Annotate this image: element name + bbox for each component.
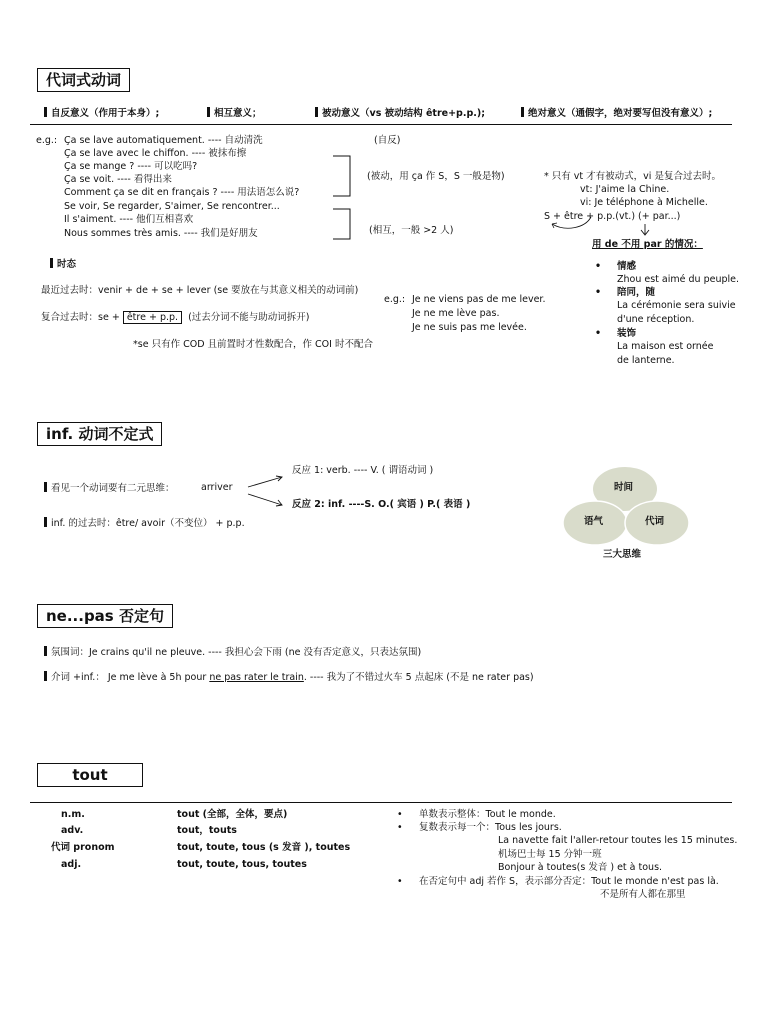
venn-label-time: 时间 — [614, 482, 634, 493]
eg-label: e.g.: — [384, 294, 406, 305]
eg-label: e.g.: — [36, 135, 58, 146]
atmosphere-word-line: 氛围词：Je crains qu'il ne pleuve. ---- 我担心会下雨 (ne 没有否定意义，只表达氛围) — [44, 646, 421, 659]
example-line: Je ne suis pas me levée. — [412, 322, 527, 333]
tout-pos: n.m. — [61, 809, 85, 820]
three-thinking-venn — [560, 466, 692, 550]
tout-usage-example: Bonjour à toutes(s 发音 ) et à tous. — [498, 862, 663, 873]
category-reciprocal: 相互意义； — [207, 107, 262, 120]
case-text: La cérémonie sera suivie — [617, 300, 736, 311]
venn-caption: 三大思维 — [603, 549, 642, 560]
de-not-par-title: 用 de 不用 par 的情况： — [592, 239, 703, 250]
note-reflexive: (自反) — [374, 135, 401, 146]
reaction-1: 反应 1: verb. ---- V. ( 谓语动词 ) — [292, 465, 434, 476]
case-text: d'une réception. — [617, 314, 695, 325]
example-line: Nous sommes très amis. ---- 我们是好朋友 — [64, 228, 258, 239]
tout-usage-example: La navette fait l'aller-retour toutes les 15 minutes. — [498, 835, 738, 846]
preposition-inf-line: 介词 +inf.： Je me lève à 5h pour ne pas rater le train. ---- 我为了不错过火车 5 点起床 (不是 ne rater pas) — [44, 671, 534, 684]
section-title-tout: tout — [37, 763, 143, 787]
agreement-note: *se 只有作 COD 且前置时才性数配合，作 COI 时不配合 — [133, 339, 373, 350]
case-text: de lanterne. — [617, 355, 675, 366]
side-note: * 只有 vt 才有被动式，vi 是复合过去时。 — [544, 171, 721, 182]
example-line: Je ne viens pas de me lever. — [412, 294, 546, 305]
category-absolute: 绝对意义（通假字，绝对要写但没有意义）; — [521, 107, 712, 120]
example-line: Il s'aiment. ---- 他们互相喜欢 — [64, 214, 194, 225]
example-line: Ça se voit. ---- 看得出来 — [64, 174, 172, 185]
example-line: Se voir, Se regarder, S'aimer, Se rencontrer... — [64, 201, 280, 212]
section-title-negation: ne...pas 否定句 — [37, 604, 173, 628]
tout-pos: adv. — [61, 825, 84, 836]
section-title-infinitive: inf. 动词不定式 — [37, 422, 162, 446]
passive-formula: S + être + p.p.(vt.) (+ par...) — [544, 211, 681, 222]
side-example-vt: vt: J'aime la Chine. — [580, 184, 670, 195]
example-line: Comment ça se dit en français ? ---- 用法语怎么说? — [64, 187, 300, 198]
etre-pp-box: être + p.p. — [123, 311, 182, 324]
case-head: • 陪同，随 — [617, 287, 655, 299]
example-line: Ça se mange ? ---- 可以吃吗? — [64, 161, 198, 172]
arriver-word: arriver — [201, 482, 233, 493]
tout-pos: adj. — [61, 859, 82, 870]
tout-usage: • 单数表示整体：Tout le monde. — [419, 809, 556, 821]
section-divider — [30, 802, 732, 803]
tout-usage: • 复数表示每一个：Tous les jours. — [419, 822, 562, 834]
tout-forms: tout，touts — [177, 825, 237, 836]
example-line: Ça se lave automatiquement. ---- 自动清洗 — [64, 135, 263, 146]
tout-usage-example: 不是所有人都在那里 — [600, 889, 686, 900]
tout-usage-example: 机场巴士每 15 分钟一班 — [498, 849, 602, 860]
compound-past-rule: 复合过去时：se + être + p.p. (过去分词不能与助动词拆开) — [41, 312, 310, 323]
example-line: Ça se lave avec le chiffon. ---- 被抹布擦 — [64, 148, 247, 159]
binary-thinking-line: 看见一个动词要有二元思维： — [44, 482, 175, 495]
category-reflexive: 自反意义（作用于本身）; — [44, 107, 159, 120]
inf-past-line: inf. 的过去时：être/ avoir（不变位） + p.p. — [44, 517, 245, 530]
tout-pos: 代词 pronom — [51, 842, 115, 853]
example-line: Je ne me lève pas. — [412, 308, 500, 319]
venn-label-pronoun: 代词 — [645, 516, 665, 527]
tout-usage: • 在否定句中 adj 若作 S，表示部分否定：Tout le monde n'est pas là. — [419, 876, 719, 888]
case-text: Zhou est aimé du peuple. — [617, 274, 740, 285]
tout-forms: tout, toute, tous, toutes — [177, 859, 307, 870]
section-title-pronominal-verbs: 代词式动词 — [37, 68, 130, 92]
reaction-2: 反应 2: inf. ----S. O.( 宾语 ) P.( 表语 ) — [292, 499, 471, 510]
side-example-vi: vi: Je téléphone à Michelle. — [580, 197, 708, 208]
tout-forms: tout (全部，全体，要点) — [177, 809, 288, 820]
case-head: • 情感 — [617, 261, 636, 273]
note-reciprocal: (相互，一般 >2 人) — [369, 225, 454, 236]
tout-forms: tout, toute, tous (s 发音 ), toutes — [177, 842, 351, 853]
recent-past-rule: 最近过去时：venir + de + se + lever (se 要放在与其意义相关的动词前) — [41, 285, 359, 296]
category-passive: 被动意义（vs 被动结构 être+p.p.); — [315, 107, 485, 120]
case-head: • 装饰 — [617, 328, 636, 340]
case-text: La maison est ornée — [617, 341, 714, 352]
venn-label-mood: 语气 — [584, 516, 604, 527]
note-passive: (被动，用 ça 作 S，S 一般是物) — [367, 171, 505, 182]
tense-title: 时态 — [50, 258, 76, 271]
